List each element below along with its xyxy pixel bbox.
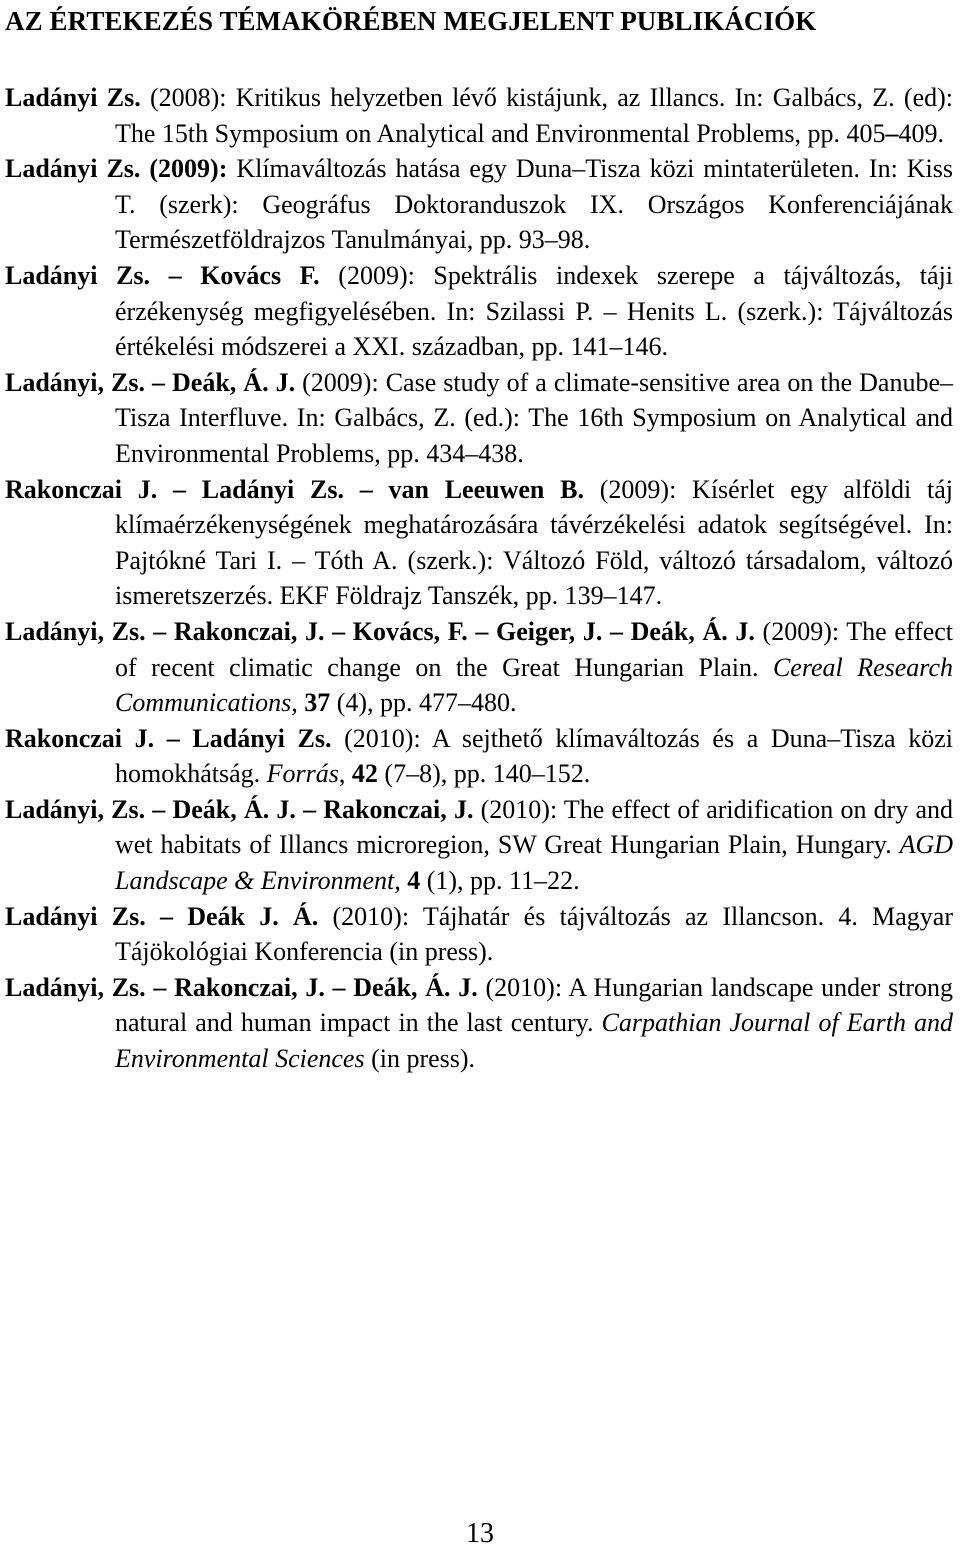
reference-year: (2009) — [599, 474, 670, 504]
reference-text: : A sejthető klímaváltozás és a Duna–Tisza közi homokhátság. — [115, 723, 953, 789]
reference-authors: Ladányi Zs. – Kovács F. — [5, 260, 320, 290]
reference-authors: Ladányi Zs. — [5, 83, 141, 112]
reference-text: : The effect of aridification on dry and wet habitats of Illancs microregion, SW Great Hungarian Plain, Hungary. — [115, 794, 954, 860]
reference-text: : Spektrális indexek szerepe a tájváltozás, táji érzékenység megfigyelésében. In: Szilassi P. – Henits L. (szerk.): Tájváltozás értékelési módszerei a XXI. században, pp. 141–146. — [115, 260, 954, 362]
reference-text: : Kritikus helyzetben lévő kistájunk, az Illancs. In: Galbács, Z. (ed): The 15th Symposium on Analytical and Environmental Problems, pp. 405 — [115, 83, 953, 148]
reference-text: : Tájhatár és tájváltozás az Illancson. 4. Magyar Tájökológiai Konferencia (in press). — [115, 901, 954, 967]
reference-pages: (4), pp. 477–480. — [330, 688, 517, 718]
reference-pages: (1), pp. 11–22. — [420, 866, 580, 896]
reference-year: (2010) — [344, 723, 414, 753]
reference-authors: Rakonczai J. – Ladányi Zs. – van Leeuwen B. — [5, 474, 584, 504]
reference-authors: Ladányi Zs. – Deák J. Á. — [5, 901, 319, 931]
reference-item — [5, 721, 953, 792]
reference-tail: 409. — [898, 118, 945, 148]
reference-pages: (in press). — [364, 1044, 476, 1074]
reference-pages: (7–8), pp. 140–152. — [377, 759, 591, 789]
reference-text: : Kísérlet egy alföldi táj klímaérzékenységének meghatározására távérzékelési adatok segítségével. In: Pajtókné Tari I. – Tóth A. (szerk.): Változó Föld, változó társadalom, változó ismeretszerzés. EKF Földrajz Tanszék, pp. 139–147. — [115, 474, 954, 611]
reference-authors: Ladányi, Zs. – Rakonczai, J. – Deák, Á. J. — [5, 972, 478, 1002]
reference-separator: , — [338, 759, 352, 789]
reference-year: (2008) — [149, 83, 220, 112]
reference-year: (2010) — [480, 794, 550, 824]
reference-text: : A Hungarian landscape under strong natural and human impact in the last century. — [115, 972, 954, 1038]
reference-authors: Ladányi Zs. — [5, 154, 141, 184]
reference-dash: – — [885, 118, 899, 148]
reference-item — [5, 258, 953, 365]
reference-year: (2010) — [485, 972, 555, 1002]
reference-item — [5, 970, 953, 1077]
reference-volume: 37 — [304, 688, 331, 718]
reference-authors: Ladányi, Zs. – Deák, Á. J. — [5, 367, 296, 397]
reference-year: (2009) — [762, 616, 832, 646]
reference-year: (2009) — [338, 260, 408, 290]
reference-separator: , — [291, 688, 305, 718]
page-heading: AZ ÉRTEKEZÉS TÉMAKÖRÉBEN MEGJELENT PUBLIKÁCIÓK — [5, 6, 817, 36]
reference-text: : The effect of recent climatic change on the Great Hungarian Plain. — [115, 616, 954, 682]
reference-item — [5, 365, 953, 472]
reference-volume: 42 — [351, 759, 378, 789]
reference-item — [5, 792, 953, 899]
reference-item — [5, 614, 953, 721]
reference-text: Klímaváltozás hatása egy Duna–Tisza közi mintaterületen. In: Kiss T. (szerk): Geográfus Doktoranduszok IX. Országos Konferenciájának Természetföldrajzos Tanulmányai, pp. 93–98. — [115, 154, 953, 255]
reference-year: (2009): — [149, 154, 228, 184]
reference-item — [5, 80, 953, 151]
reference-journal: Forrás — [266, 759, 339, 789]
reference-item — [5, 899, 953, 970]
reference-journal: Cereal Research Communications — [115, 652, 953, 718]
reference-item — [5, 151, 953, 258]
reference-authors: Rakonczai J. – Ladányi Zs. — [5, 723, 332, 753]
reference-authors: Ladányi, Zs. – Rakonczai, J. – Kovács, F. – Geiger, J. – Deák, Á. J. — [5, 616, 755, 646]
reference-item — [5, 472, 953, 614]
reference-year: (2009) — [302, 367, 372, 397]
reference-list — [5, 80, 953, 1077]
reference-journal: Carpathian Journal of Earth and Environmental Sciences — [115, 1008, 953, 1074]
page-number: 13 — [466, 1518, 494, 1549]
reference-authors: Ladányi, Zs. – Deák, Á. J. – Rakonczai, J. — [5, 794, 474, 824]
reference-text: : Case study of a climate-sensitive area on the Danube–Tisza Interfluve. In: Galbács, Z. (ed.): The 16th Symposium on Analytical and Environmental Problems, pp. 434–438. — [115, 367, 954, 468]
reference-volume: 4 — [407, 866, 421, 896]
reference-journal: AGD Landscape & Environment, — [115, 830, 953, 896]
reference-year: (2010) — [332, 901, 402, 931]
